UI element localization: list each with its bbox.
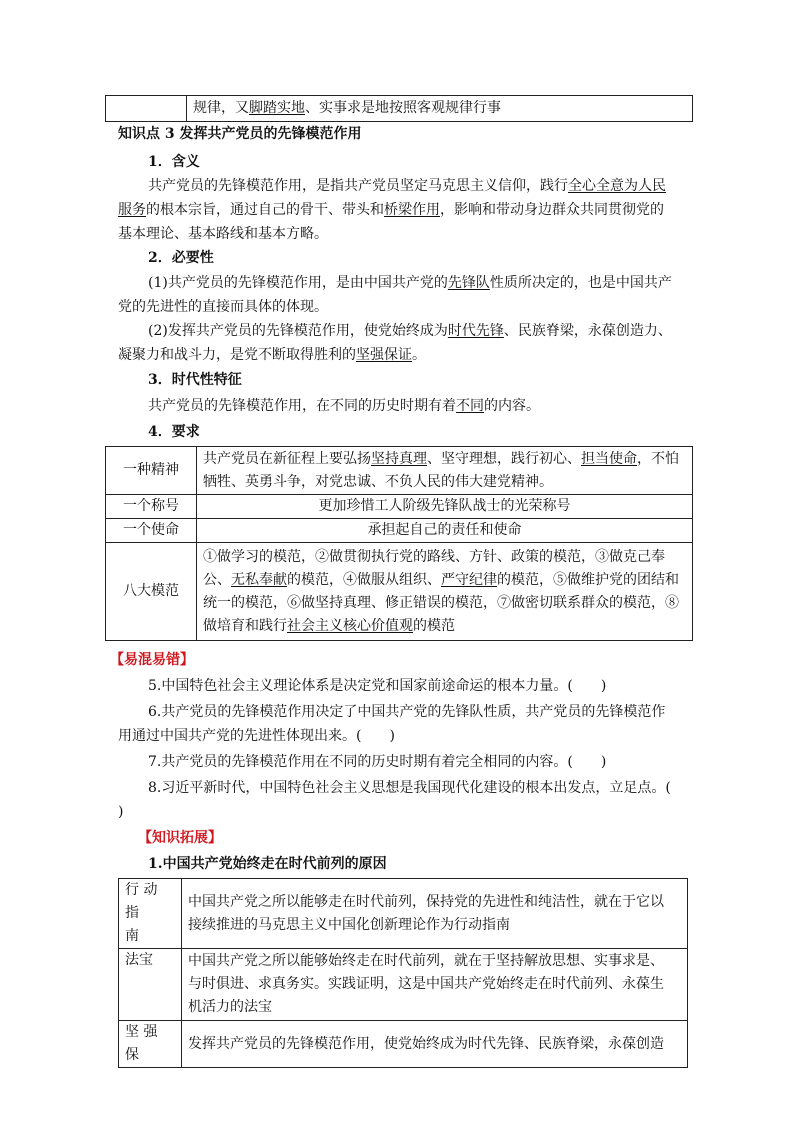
confusion-heading: 【易混易错】 — [110, 652, 194, 668]
expansion-heading: 【知识拓展】 — [138, 830, 222, 846]
req-text-spirit: 共产党员在新征程上要弘扬坚持真理、坚守理想，践行初心、担当使命，不怕 牺牲、英勇斗争，对党忠诚、不负人民的伟大建党精神。 — [197, 447, 693, 495]
s3-title: 3．时代性特征 — [148, 372, 242, 388]
confusion-q7: 7.共产党员的先锋模范作用在不同的历史时期有着完全相同的内容。( ) — [148, 754, 607, 770]
confusion-q6-line1: 6.共产党员的先锋模范作用决定了中国共产党的先锋队性质，共产党员的先锋模范作 — [148, 704, 666, 720]
confusion-q5: 5.中国特色社会主义理论体系是决定党和国家前途命运的根本力量。( ) — [148, 678, 607, 694]
req-label-models: 八大模范 — [106, 543, 197, 641]
top-table-fragment — [105, 95, 693, 122]
s2-p2-line1: (2)发挥共产党员的先锋模范作用，使党始终成为时代先锋、民族脊梁，永葆创造力、 — [148, 323, 672, 339]
s1-line2: 服务的根本宗旨，通过自己的骨干、带头和桥梁作用，影响和带动身边群众共同贯彻党的 — [118, 202, 664, 218]
req-label-mission: 一个使命 — [106, 519, 197, 543]
exp-label-guarantee: 坚 强 保 — [119, 1021, 182, 1068]
s3-line1: 共产党员的先锋模范作用，在不同的历史时期有着不同的内容。 — [148, 398, 540, 414]
confusion-q8-line1: 8.习近平新时代，中国特色社会主义思想是我国现代化建设的根本出发点，立足点。( — [148, 780, 671, 796]
s2-p1-line1: (1)共产党员的先锋模范作用，是由中国共产党的先锋队性质所决定的，也是中国共产 — [148, 275, 672, 291]
exp-label-treasure: 法宝 — [119, 949, 182, 1021]
s2-title: 2．必要性 — [148, 250, 214, 266]
s2-p1-line2: 党的先进性的直接而具体的体现。 — [118, 299, 328, 315]
requirements-table — [105, 446, 693, 641]
exp-label-guide: 行 动 指 南 — [119, 879, 182, 949]
req-label-spirit: 一种精神 — [106, 447, 197, 495]
req-text-title: 更加珍惜工人阶级先锋队战士的光荣称号 — [197, 495, 693, 519]
exp-text-guide: 中国共产党之所以能够走在时代前列，保持党的先进性和纯洁性，就在于它以 接续推进的马克思主义中国化创新理论作为行动指南 — [182, 879, 688, 949]
confusion-q6-line2: 用通过中国共产党的先进性体现出来。( ) — [118, 728, 395, 744]
expansion-table — [118, 878, 688, 1068]
kp3-heading: 知识点 3 发挥共产党员的先锋模范作用 — [118, 126, 362, 142]
exp-text-guarantee: 发挥共产党员的先锋模范作用，使党始终成为时代先锋、民族脊梁，永葆创造 — [182, 1021, 688, 1068]
top-table-label-cell — [106, 96, 187, 122]
confusion-q8-line2: ) — [118, 804, 124, 820]
s2-p2-line2: 凝聚力和战斗力，是党不断取得胜利的坚强保证。 — [118, 347, 426, 363]
req-label-title: 一个称号 — [106, 495, 197, 519]
s1-line3: 基本理论、基本路线和基本方略。 — [118, 226, 328, 242]
req-text-mission: 承担起自己的责任和使命 — [197, 519, 693, 543]
top-table-text-cell: 规律，又脚踏实地、实事求是地按照客观规律行事 — [187, 96, 693, 122]
s1-title: 1．含义 — [148, 154, 200, 170]
s1-line1: 共产党员的先锋模范作用，是指共产党员坚定马克思主义信仰，践行全心全意为人民 — [148, 178, 666, 194]
expansion-subtitle: 1.中国共产党始终走在时代前列的原因 — [148, 856, 387, 872]
exp-text-treasure: 中国共产党之所以能够始终走在时代前列，就在于坚持解放思想、实事求是、 与时俱进、求真务实。实践证明，这是中国共产党始终走在时代前列、永葆生 机活力的法宝 — [182, 949, 688, 1021]
s4-title: 4．要求 — [148, 424, 200, 440]
req-text-models: ①做学习的模范，②做贯彻执行党的路线、方针、政策的模范，③做克己奉 公、无私奉献的模范，④做服从组织、严守纪律的模范，⑤做维护党的团结和 统一的模范，⑥做坚持真理、修正错误的模范，⑦做密切联系群众的模范，⑧ 做培育和践行社会主义核心价值观的模范 — [197, 543, 693, 641]
